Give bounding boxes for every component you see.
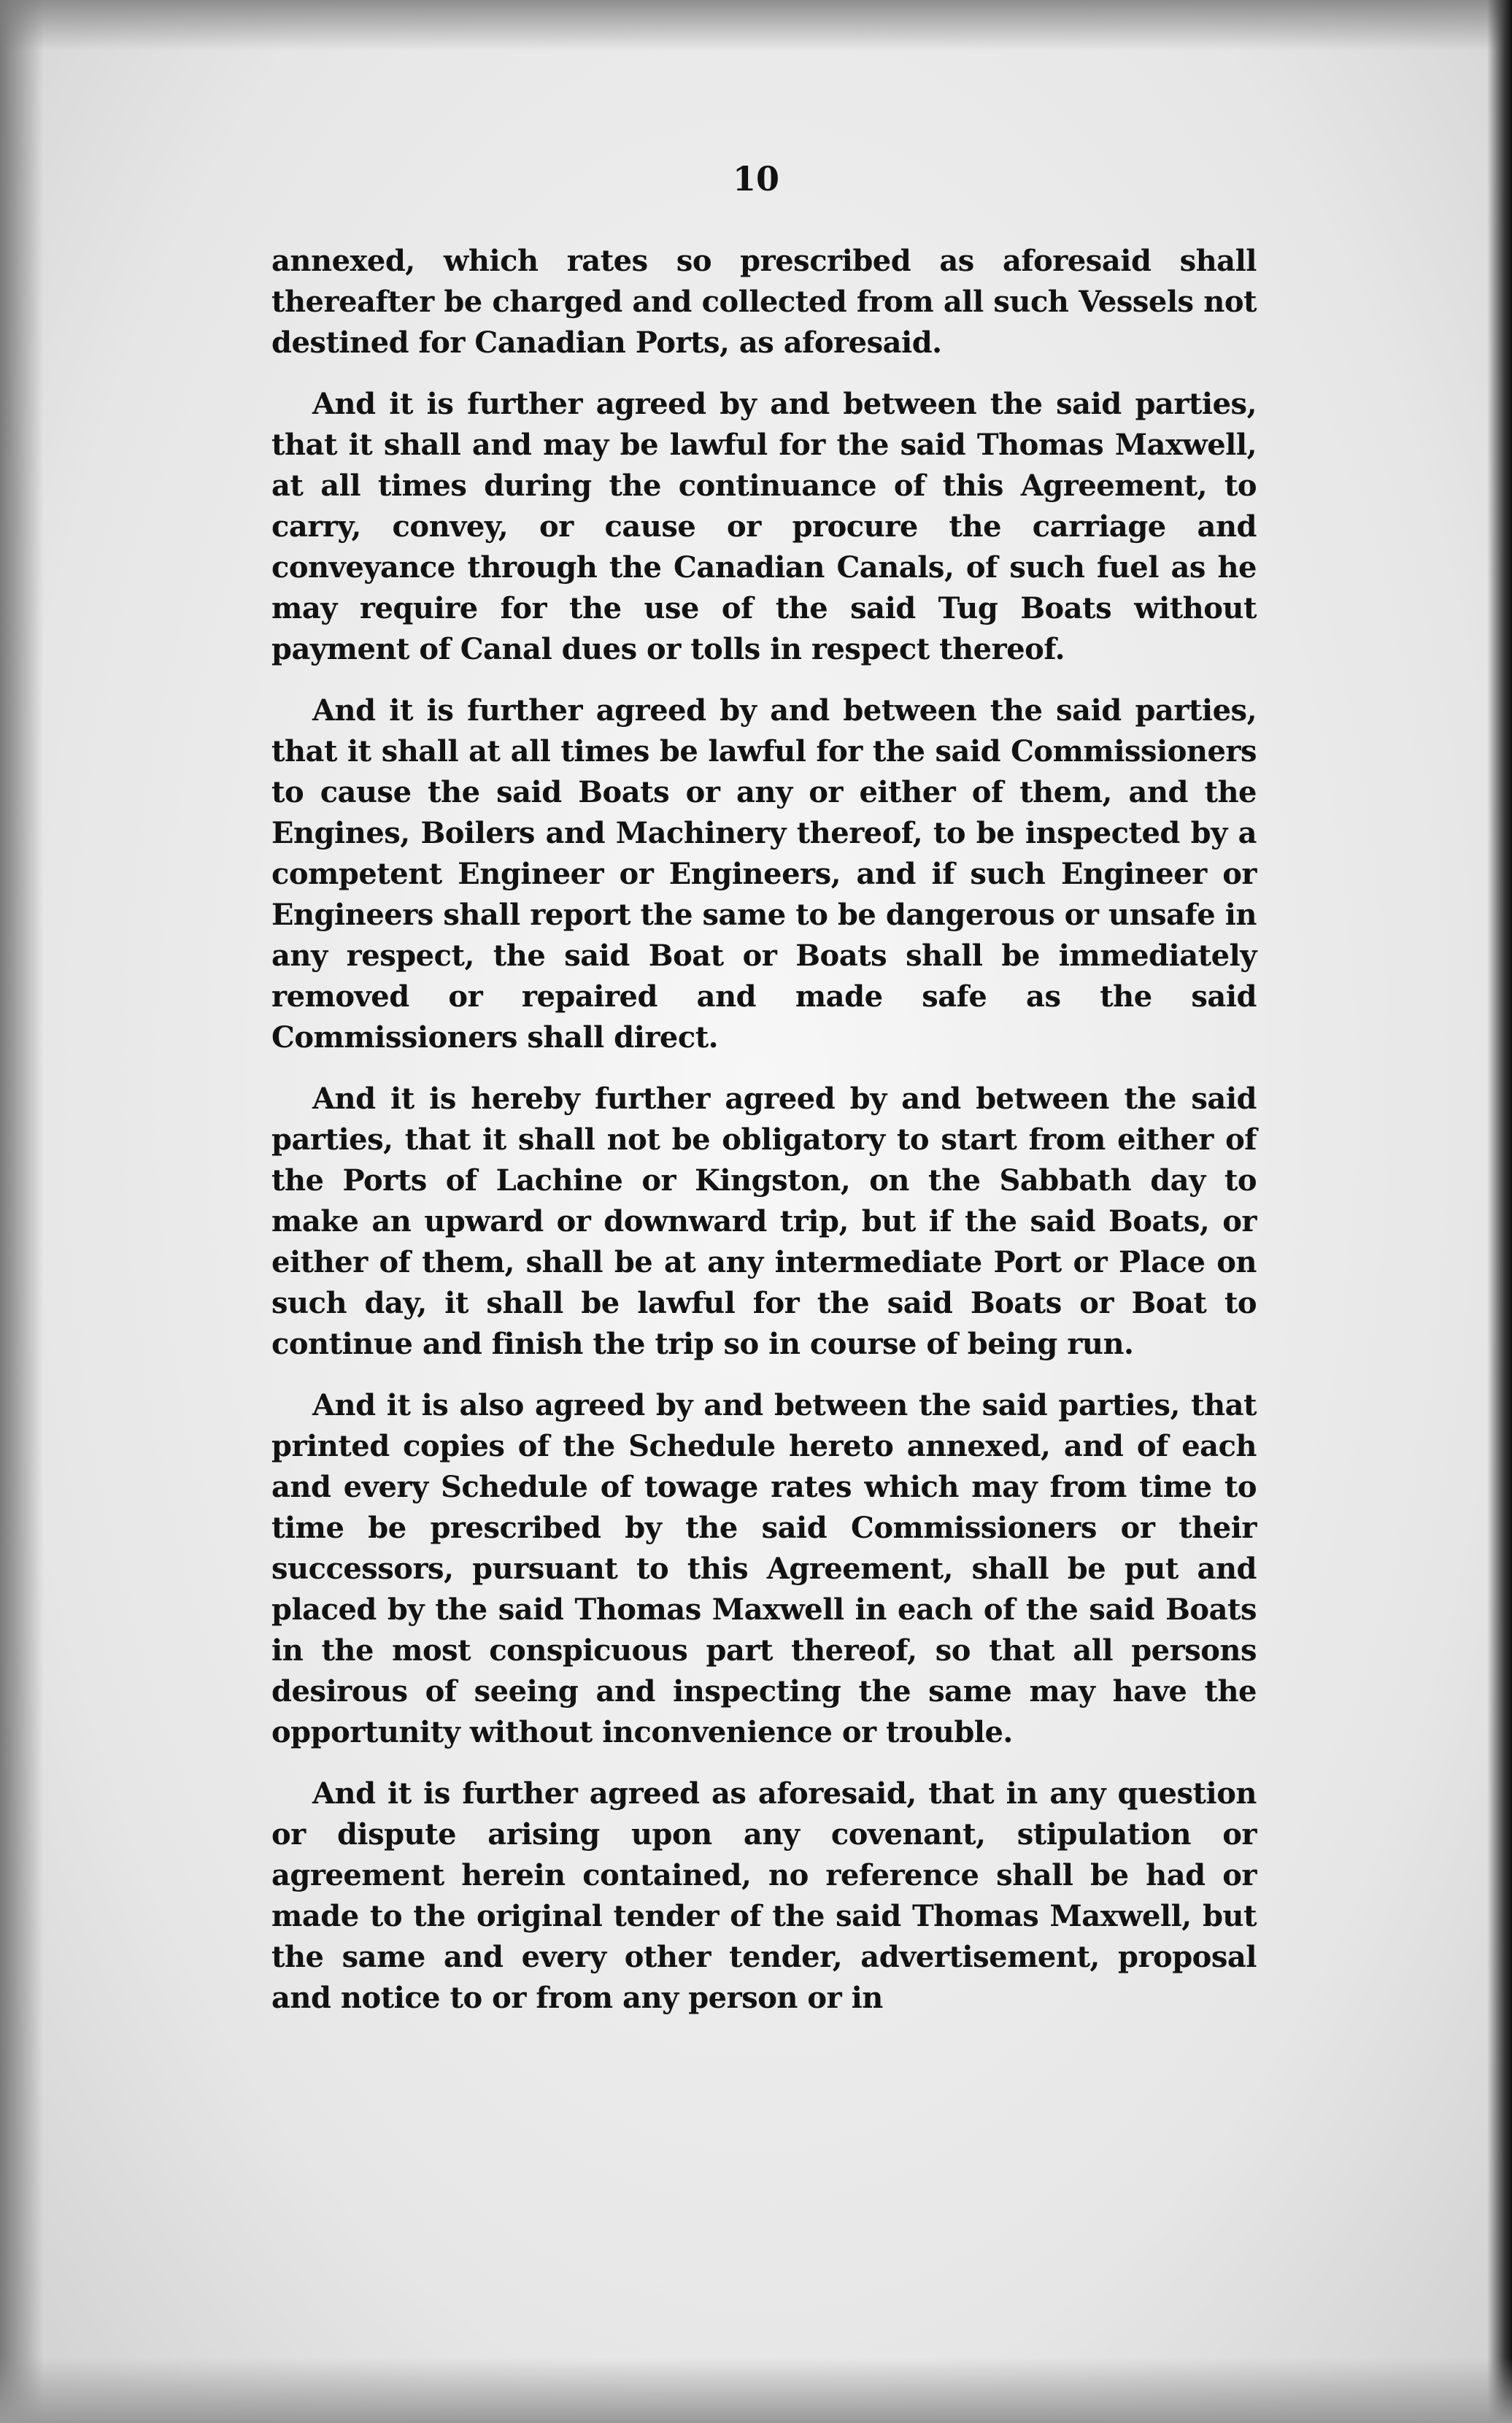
scan-right-edge xyxy=(1487,0,1512,2423)
paragraph-6: And it is further agreed as aforesaid, that in any question or dispute arising upon any covenant, stipulation or agreement herein contained, no reference shall be had or made to the original tender of the said Thomas Maxwell, but the same and every other tender, advertisement, proposal and notice to or from any person or in xyxy=(271,1776,1257,2015)
paragraph-2: And it is further agreed by and between the said parties, that it shall and may be lawful for the said Thomas Maxwell, at all times during the continuance of this Agreement, to carry, convey, or cause or procure the carriage and conveyance through the Canadian Canals, of such fuel as he may require for the use of the said Tug Boats without payment of Canal dues or tolls in respect thereof. xyxy=(271,387,1257,666)
scan-top-shadow xyxy=(0,0,1512,51)
page-number: 10 xyxy=(732,159,779,199)
paragraph-5: And it is also agreed by and between the said parties, that printed copies of the Schedule hereto annexed, and of each and every Schedule of towage rates which may from time to time be prescribed by the said Commissioners or their successors, pursuant to this Agreement, shall be put and placed by the said Thomas Maxwell in each of the said Boats in the most conspicuous part thereof, so that all persons desirous of seeing and inspecting the same may have the opportunity without inconvenience or trouble. xyxy=(271,1388,1257,1749)
scan-bottom-shadow xyxy=(0,2357,1512,2423)
body-text xyxy=(271,241,1257,2039)
paragraph-4: And it is hereby further agreed by and between the said parties, that it shall not be obligatory to start from either of the Ports of Lachine or Kingston, on the Sabbath day to make an upward or downward trip, but if the said Boats, or either of them, shall be at any intermediate Port or Place on such day, it shall be lawful for the said Boats or Boat to continue and finish the trip so in course of being run. xyxy=(271,1082,1257,1361)
paragraph-1: annexed, which rates so prescribed as aforesaid shall thereafter be charged and collected from all such Vessels not destined for Canadian Ports, as aforesaid. xyxy=(271,244,1257,360)
paragraph-3: And it is further agreed by and between the said parties, that it shall at all times be lawful for the said Commissioners to cause the said Boats or any or either of them, and the Engines, Boilers and Machinery thereof, to be inspected by a competent Engineer or Engineers, and if such Engineer or Engineers shall report the same to be dangerous or unsafe in any respect, the said Boat or Boats shall be immediately removed or repaired and made safe as the said Commissioners shall direct. xyxy=(271,693,1257,1055)
scan-left-shadow xyxy=(0,0,44,2423)
